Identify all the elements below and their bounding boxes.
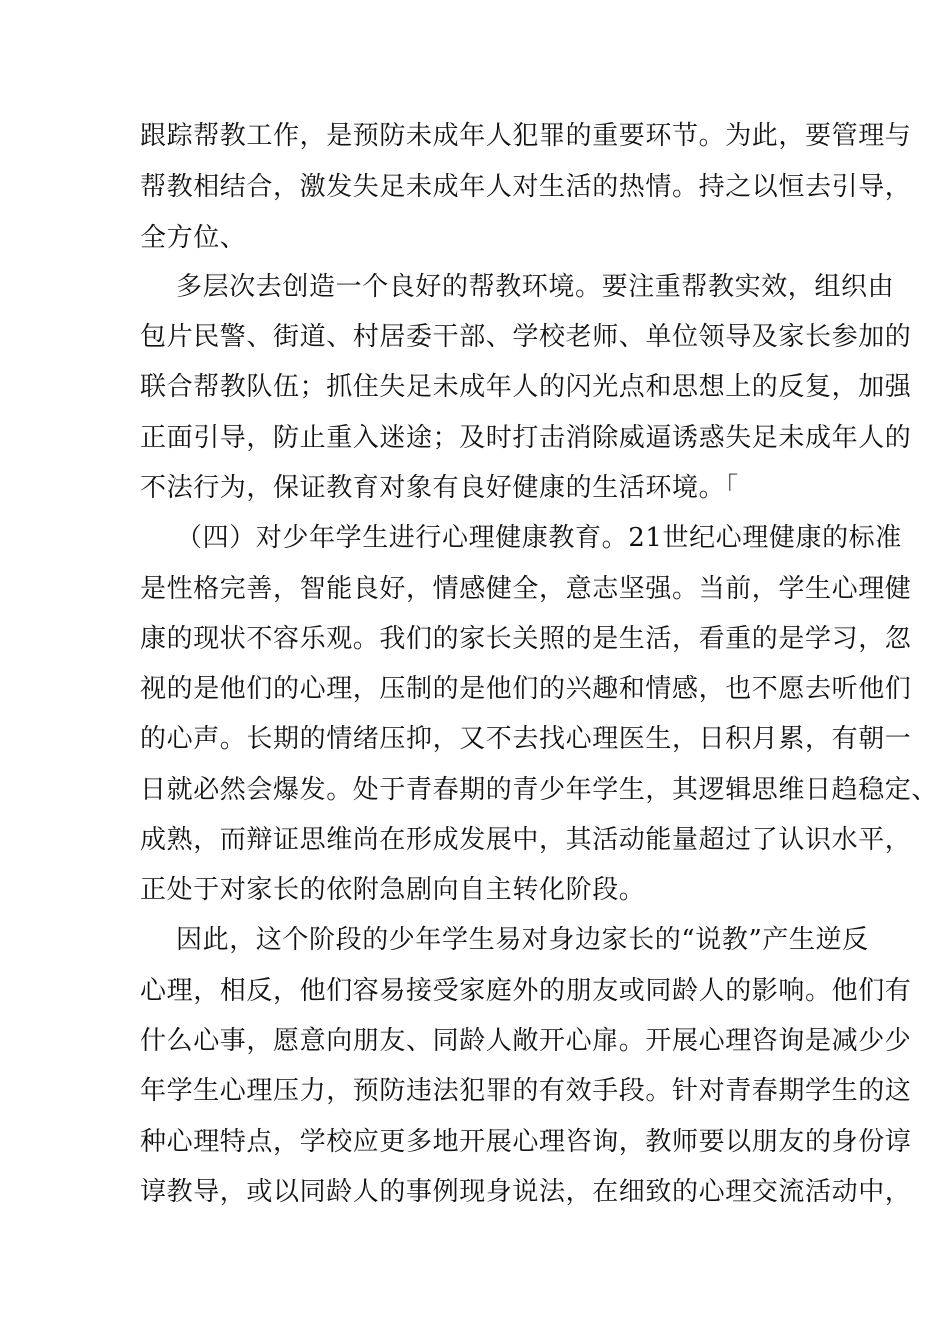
paragraph-start-line: （四）对少年学生进行心理健康教育。21世纪心理健康的标准: [176, 523, 902, 553]
text-line: 视的是他们的心理，压制的是他们的兴趣和情感，也不愿去听他们: [140, 674, 912, 704]
text-line: 心理，相反，他们容易接受家庭外的朋友或同龄人的影响。他们有: [140, 976, 912, 1006]
text-line: 种心理特点，学校应更多地开展心理咨询，教师要以朋友的身份谆: [140, 1127, 912, 1157]
text-line: 是性格完善，智能良好，情感健全，意志坚强。当前，学生心理健: [140, 574, 912, 604]
text-line: 什么心事，愿意向朋友、同龄人敞开心扉。开展心理咨询是减少少: [140, 1026, 912, 1056]
text-line: 谆教导，或以同龄人的事例现身说法，在细致的心理交流活动中，: [140, 1177, 912, 1207]
paragraph-start-line: 因此，这个阶段的少年学生易对身边家长的“说教”产生逆反: [176, 925, 869, 955]
text-line: 康的现状不容乐观。我们的家长关照的是生活，看重的是学习，忽: [140, 624, 912, 654]
text-line: 联合帮教队伍；抓住失足未成年人的闪光点和思想上的反复，加强: [140, 372, 912, 402]
paragraph-start-line: 多层次去创造一个良好的帮教环境。要注重帮教实效，组织由: [176, 272, 895, 302]
text-line: 帮教相结合，激发失足未成年人对生活的热情。持之以恒去引导，: [140, 172, 912, 202]
text-line: 正面引导，防止重入迷途；及时打击消除威逼诱惑失足未成年人的: [140, 423, 912, 453]
text-line: 正处于对家长的依附急剧向自主转化阶段。: [140, 875, 646, 905]
text-line: 的心声。长期的情绪压抑，又不去找心理医生，日积月累，有朝一: [140, 724, 912, 754]
text-line: 成熟，而辩证思维尚在形成发展中，其活动能量超过了认识水平，: [140, 825, 912, 855]
text-line: 年学生心理压力，预防违法犯罪的有效手段。针对青春期学生的这: [140, 1076, 912, 1106]
text-line: 包片民警、街道、村居委干部、学校老师、单位领导及家长参加的: [140, 322, 912, 352]
text-line: 全方位、: [140, 223, 247, 253]
text-line: 跟踪帮教工作，是预防未成年人犯罪的重要环节。为此，要管理与: [140, 121, 912, 151]
text-line: 日就必然会爆发。处于青春期的青少年学生，其逻辑思维日趋稳定、: [140, 775, 939, 805]
text-line: 不法行为，保证教育对象有良好健康的生活环境。「: [140, 473, 739, 503]
